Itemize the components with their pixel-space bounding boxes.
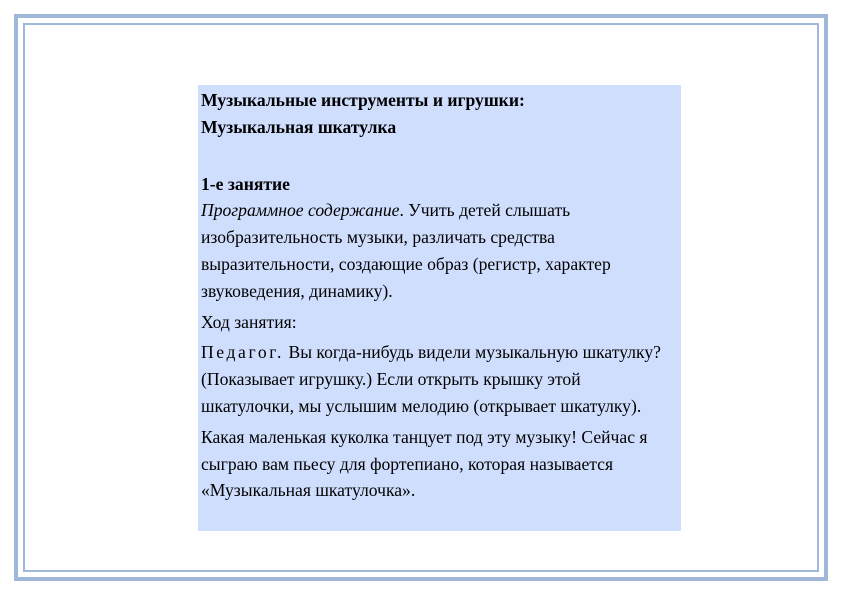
teacher-speech: Вы когда-нибудь видели музыкальную шкатулку? (Показывает игрушку.) Если открыть крышку этой шкатулочки, мы услышим мелодию (открывает шкатулку). — [201, 342, 661, 416]
document-title-line-1: Музыкальные инструменты и игрушки: — [201, 90, 525, 110]
closing-paragraph: Какая маленькая куколка танцует под эту музыку! Сейчас я сыграю вам пьесу для фортепиано, которая называется «Музыкальная шкатулочка». — [201, 426, 648, 501]
blank-line — [201, 141, 678, 169]
teacher-paragraph — [201, 339, 678, 419]
program-content-paragraph — [201, 197, 678, 304]
program-content-text: . Учить детей слышать изобразительность музыки, различать средства выразительности, создающие образ (регистр, характер звуковедения, динамику). — [201, 200, 611, 301]
lesson-heading: 1-е занятие — [201, 173, 290, 194]
lesson-text-block — [198, 85, 681, 531]
teacher-label: Педагог. — [201, 342, 285, 363]
program-content-label: Программное содержание — [201, 200, 400, 221]
document-title-line-2: Музыкальная шкатулка — [201, 116, 397, 137]
lesson-course-label: Ход занятия: — [201, 311, 297, 332]
